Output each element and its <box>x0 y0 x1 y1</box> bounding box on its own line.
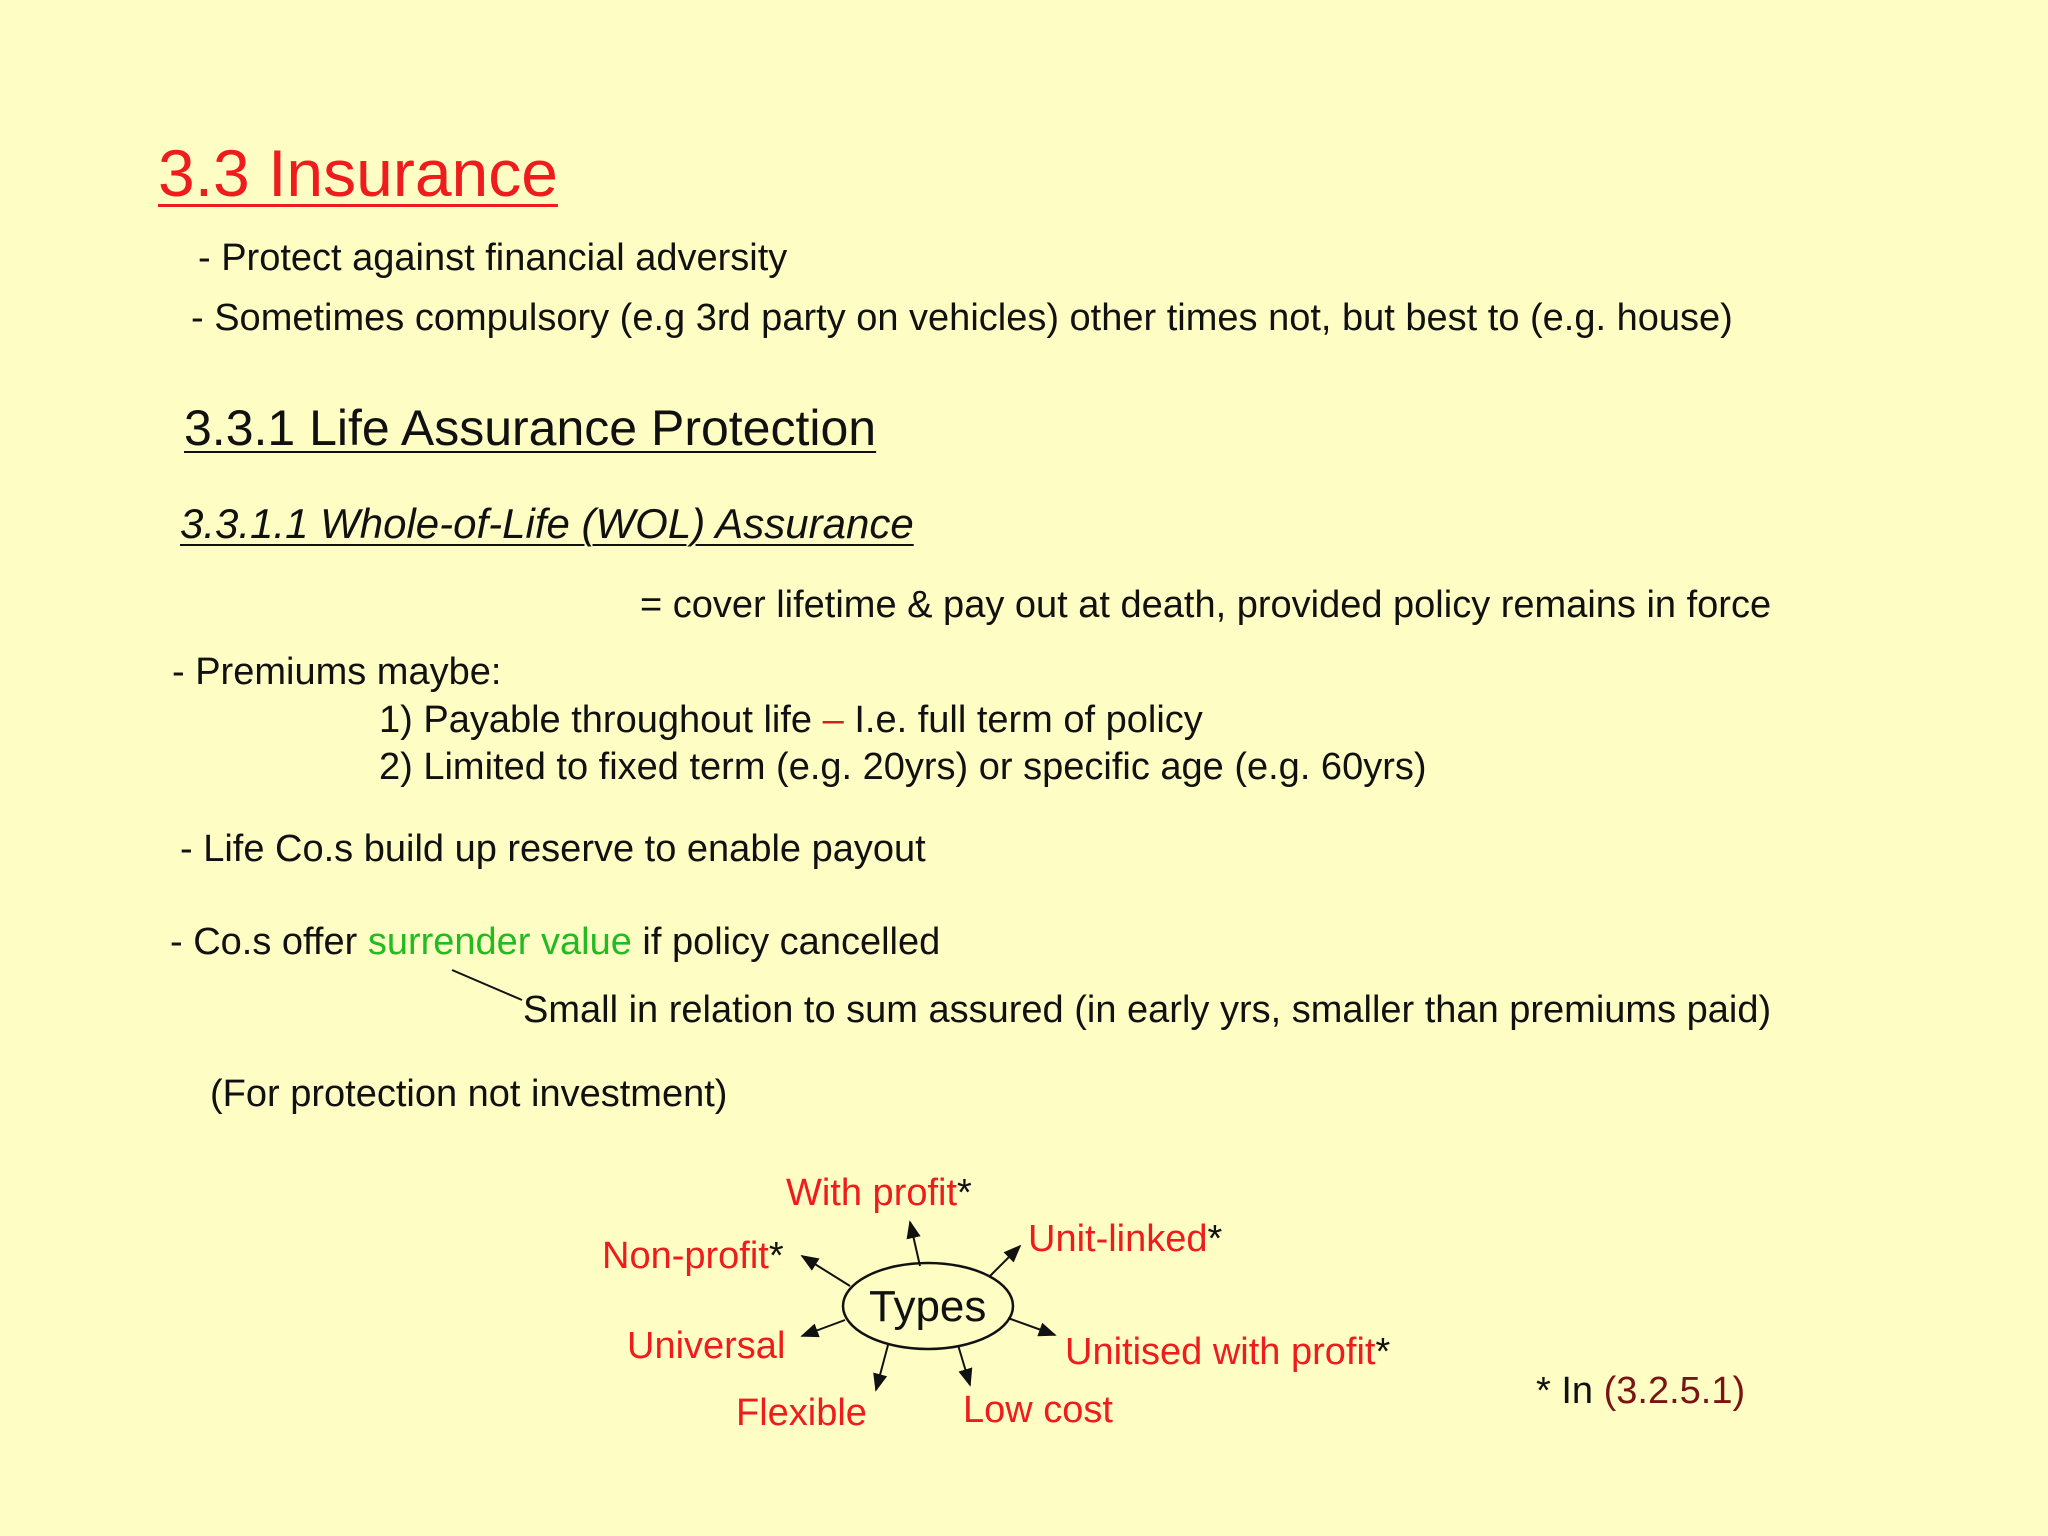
types-center-label: Types <box>869 1282 987 1331</box>
arrow-low-cost <box>958 1345 970 1385</box>
type-with-profit <box>786 1174 972 1212</box>
surrender-suffix: if policy cancelled <box>631 921 941 963</box>
bullet-surrender <box>170 923 940 961</box>
type-low-cost: Low cost <box>963 1389 1113 1431</box>
arrow-unitised <box>1008 1318 1055 1335</box>
premium-option-1-text: 1) Payable throughout life <box>379 699 823 741</box>
purpose-note: (For protection not investment) <box>210 1073 728 1115</box>
type-with-profit-label: With profit <box>786 1172 958 1214</box>
arrow-with-profit <box>910 1222 920 1266</box>
arrow-flexible <box>876 1345 888 1390</box>
type-unit-linked <box>1028 1220 1222 1258</box>
footnote-reference: (3.2.5.1) <box>1603 1370 1746 1412</box>
arrow-unit-linked <box>990 1246 1020 1276</box>
type-unitised-label: Unitised with profit <box>1065 1331 1376 1373</box>
type-non-profit <box>602 1237 784 1275</box>
footnote-prefix: * In <box>1536 1370 1604 1412</box>
surrender-note: Small in relation to sum assured (in early yrs, smaller than premiums paid) <box>523 989 1772 1031</box>
arrow-universal <box>802 1320 845 1336</box>
footnote-star: * <box>768 1235 784 1277</box>
premium-option-2: 2) Limited to fixed term (e.g. 20yrs) or specific age (e.g. 60yrs) <box>379 746 1427 788</box>
slide-title: 3.3 Insurance <box>158 136 558 210</box>
surrender-prefix: - Co.s offer <box>170 921 368 963</box>
premiums-label: - Premiums maybe: <box>172 651 502 693</box>
type-unit-linked-label: Unit-linked <box>1028 1218 1208 1260</box>
en-dash: – <box>822 699 844 741</box>
subsection-heading: 3.3.1.1 Whole-of-Life (WOL) Assurance <box>180 500 914 547</box>
footnote-star: * <box>1375 1331 1391 1373</box>
section-heading: 3.3.1 Life Assurance Protection <box>184 400 877 456</box>
arrow-non-profit <box>802 1256 850 1286</box>
surrender-connector-line <box>452 970 522 1000</box>
type-universal: Universal <box>627 1325 786 1367</box>
footnote <box>1536 1372 1745 1410</box>
surrender-value-term: surrender value <box>367 921 632 963</box>
premium-option-1-detail: I.e. full term of policy <box>843 699 1203 741</box>
bullet-reserve: - Life Co.s build up reserve to enable payout <box>180 828 926 870</box>
wol-definition: = cover lifetime & pay out at death, provided policy remains in force <box>640 584 1772 626</box>
premium-option-1 <box>379 701 1203 739</box>
type-flexible: Flexible <box>736 1392 867 1434</box>
footnote-star: * <box>1207 1218 1223 1260</box>
type-non-profit-label: Non-profit <box>602 1235 769 1277</box>
bullet-protect: - Protect against financial adversity <box>198 237 788 279</box>
bullet-compulsory: - Sometimes compulsory (e.g 3rd party on vehicles) other times not, but best to (e.g. house) <box>191 297 1733 339</box>
type-unitised-with-profit <box>1065 1333 1390 1371</box>
footnote-star: * <box>957 1172 972 1214</box>
